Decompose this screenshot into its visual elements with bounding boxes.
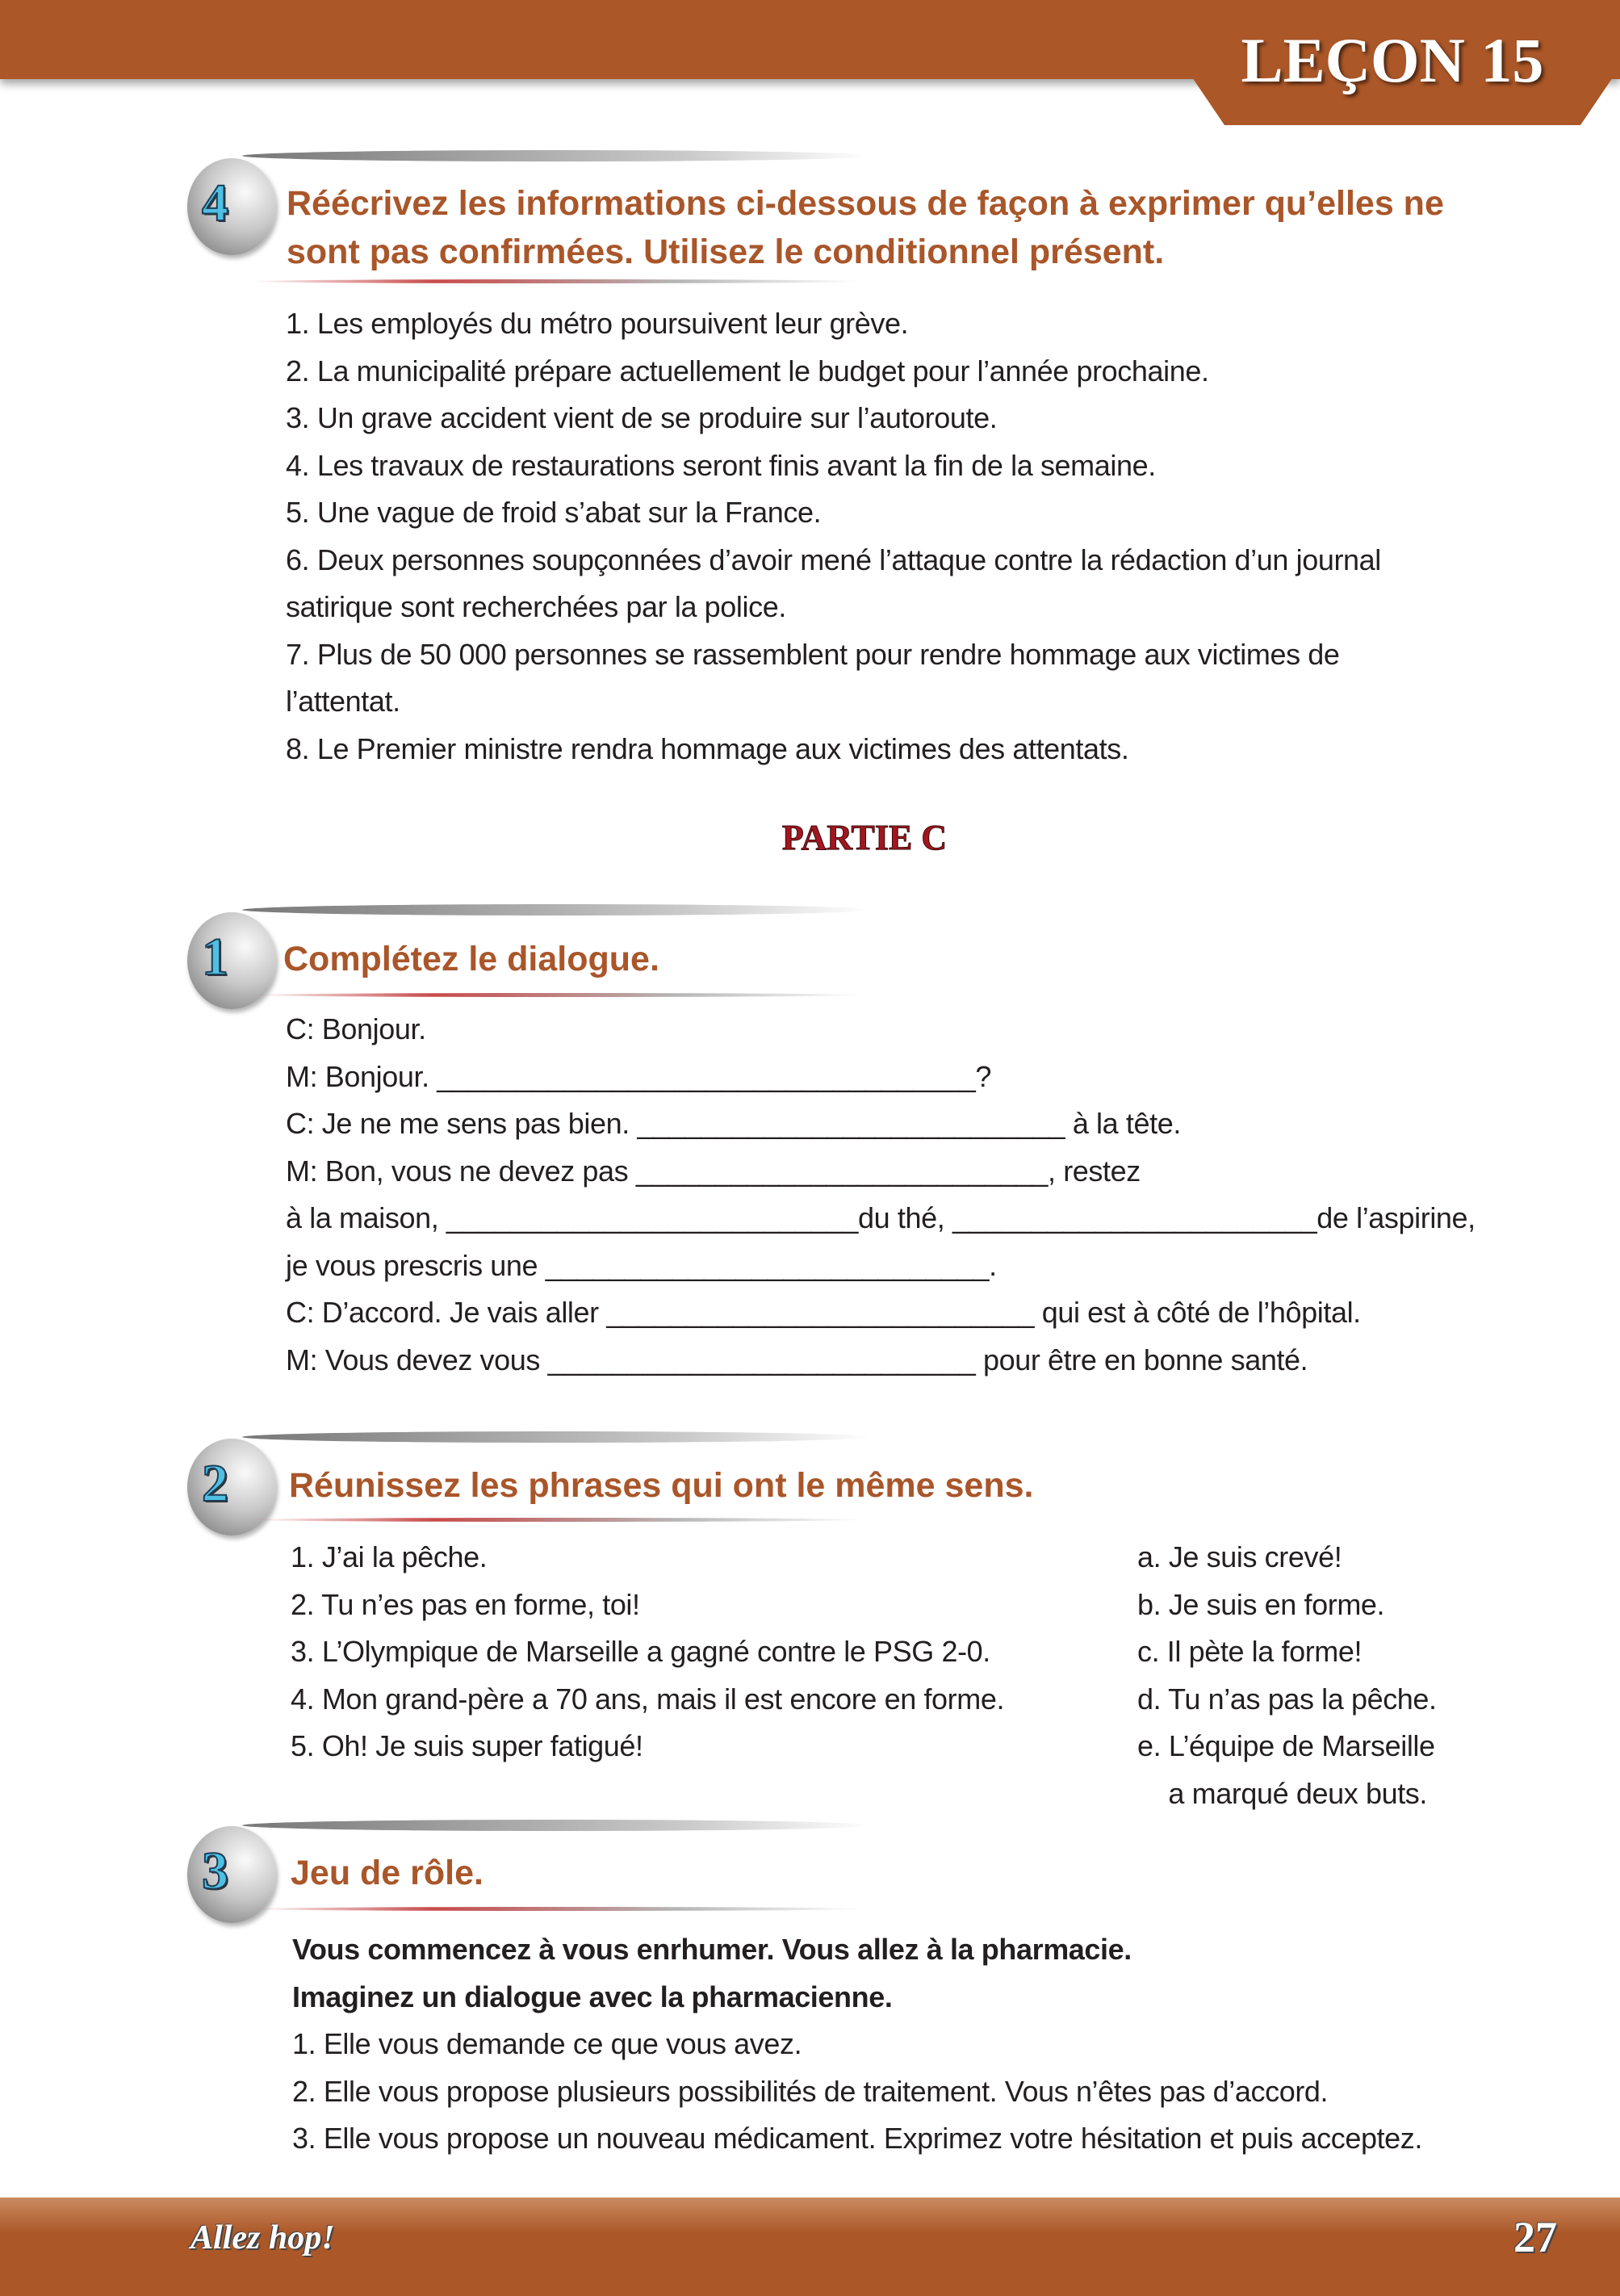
heading-underline xyxy=(250,1518,864,1522)
match-item: 2. Tu n’es pas en forme, toi! xyxy=(291,1587,640,1621)
dialogue xyxy=(286,1006,1476,1384)
dialogue-line: C: Bonjour. xyxy=(286,1012,426,1045)
list-item: 8. Le Premier ministre rendra hommage aux victimes des attentats. xyxy=(286,731,1129,765)
exercise-1-title: Complétez le dialogue. xyxy=(283,940,659,978)
match-item: a. Je suis crevé! xyxy=(1137,1540,1342,1573)
exercise-number: 3 xyxy=(202,1841,228,1900)
match-item: 4. Mon grand-père a 70 ans, mais il est encore en forme. xyxy=(291,1682,1005,1716)
exercise-3-title: Jeu de rôle. xyxy=(291,1854,483,1892)
exercise-number: 4 xyxy=(202,174,228,233)
match-item: 3. L’Olympique de Marseille a gagné contre le PSG 2-0. xyxy=(291,1635,990,1668)
match-item: 1. J’ai la pêche. xyxy=(291,1540,488,1573)
section-heading: PARTIE C xyxy=(781,818,948,857)
list-item: satirique sont recherchées par la police. xyxy=(286,590,786,623)
dialogue-line: je vous prescris une ____________________________. xyxy=(286,1248,997,1282)
list-item: 5. Une vague de froid s’abat sur la France. xyxy=(286,496,822,529)
dialogue-line: M: Bonjour. __________________________________? xyxy=(286,1059,992,1093)
exercise-number: 1 xyxy=(202,928,228,987)
instruction-line: Imaginez un dialogue avec la pharmacienne. xyxy=(292,1980,893,2013)
title-line: sont pas confirmées. Utilisez le conditionnel présent. xyxy=(287,233,1165,271)
match-item: b. Je suis en forme. xyxy=(1137,1587,1385,1621)
heading-decoration xyxy=(242,1820,872,1831)
heading-decoration xyxy=(242,904,872,915)
exercise-number-badge xyxy=(187,1439,276,1536)
role-play-instructions xyxy=(292,1926,1422,2163)
match-item: c. Il pète la forme! xyxy=(1137,1635,1363,1668)
dialogue-line: à la maison, __________________________du thé, _______________________de l’aspirine, xyxy=(286,1201,1476,1234)
exercise-4-list xyxy=(286,300,1381,773)
heading-underline xyxy=(250,993,864,997)
dialogue-line: M: Bon, vous ne devez pas __________________________, restez xyxy=(286,1154,1141,1188)
page-number: 27 xyxy=(1513,2213,1557,2261)
list-item: 7. Plus de 50 000 personnes se rassemblent pour rendre hommage aux victimes de xyxy=(286,637,1340,671)
match-item: e. L’équipe de Marseille xyxy=(1137,1729,1435,1762)
exercise-number-badge xyxy=(187,158,276,255)
list-item: 4. Les travaux de restaurations seront finis avant la fin de la semaine. xyxy=(286,448,1156,482)
list-item: l’attentat. xyxy=(286,685,400,718)
match-item: d. Tu n’as pas la pêche. xyxy=(1137,1682,1437,1716)
matching-right-column xyxy=(1137,1534,1437,1817)
heading-underline xyxy=(250,279,864,283)
dialogue-line: C: Je ne me sens pas bien. ___________________________ à la tête. xyxy=(286,1107,1181,1140)
exercise-number: 2 xyxy=(202,1454,228,1513)
list-item: 1. Elle vous demande ce que vous avez. xyxy=(292,2027,802,2060)
lesson-title: LEÇON 15 xyxy=(1241,25,1544,95)
heading-underline xyxy=(250,1907,864,1911)
match-item: 5. Oh! Je suis super fatigué! xyxy=(291,1729,643,1762)
title-line: Réécrivez les informations ci-dessous de façon à exprimer qu’elles ne xyxy=(287,184,1444,223)
dialogue-line: C: D’accord. Je vais aller ___________________________ qui est à côté de l’hôpital. xyxy=(286,1296,1361,1329)
heading-decoration xyxy=(242,1431,872,1443)
book-title: Allez hop! xyxy=(190,2219,335,2256)
match-item: a marqué deux buts. xyxy=(1137,1776,1428,1810)
dialogue-line: M: Vous devez vous ___________________________ pour être en bonne santé. xyxy=(286,1343,1308,1376)
exercise-4-title xyxy=(287,179,1444,276)
heading-decoration xyxy=(242,150,872,161)
list-item: 3. Elle vous propose un nouveau médicament. Exprimez votre hésitation et puis acceptez. xyxy=(292,2122,1422,2155)
exercise-2-title: Réunissez les phrases qui ont le même sens. xyxy=(289,1466,1034,1505)
matching-left-column xyxy=(291,1534,1004,1770)
instruction-line: Vous commencez à vous enrhumer. Vous allez à la pharmacie. xyxy=(292,1933,1132,1966)
list-item: 6. Deux personnes soupçonnées d’avoir mené l’attaque contre la rédaction d’un journal xyxy=(286,543,1381,576)
list-item: 2. Elle vous propose plusieurs possibilités de traitement. Vous n’êtes pas d’accord. xyxy=(292,2074,1329,2108)
list-item: 1. Les employés du métro poursuivent leur grève. xyxy=(286,307,909,340)
list-item: 3. Un grave accident vient de se produire sur l’autoroute. xyxy=(286,401,998,434)
list-item: 2. La municipalité prépare actuellement le budget pour l’année prochaine. xyxy=(286,354,1209,388)
